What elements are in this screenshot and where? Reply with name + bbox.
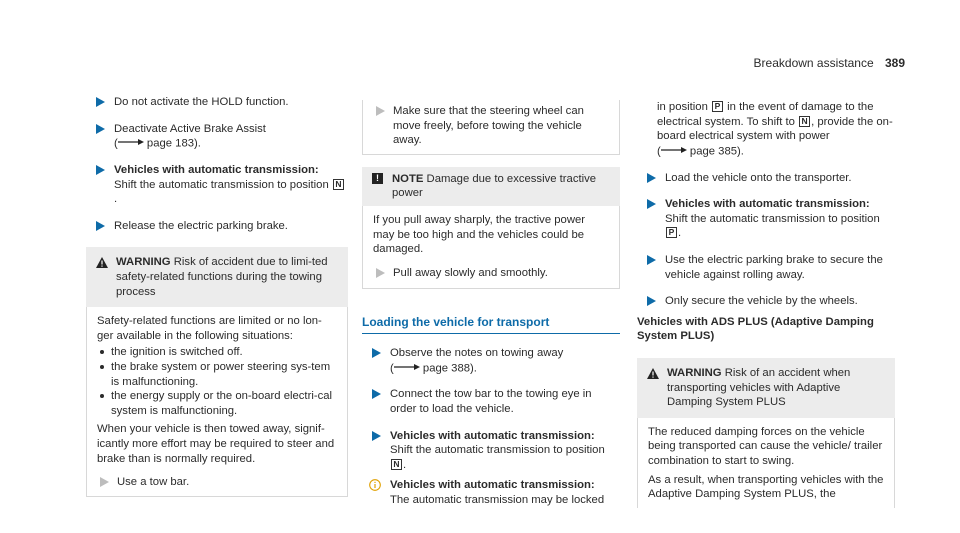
step: Deactivate Active Brake Assist ( page 183). bbox=[86, 122, 348, 151]
step bbox=[373, 266, 609, 281]
page-ref-link[interactable]: page 388). bbox=[422, 361, 477, 374]
page-ref-arrow-icon bbox=[394, 361, 420, 376]
step-arrow-icon bbox=[95, 221, 105, 231]
warning-body bbox=[86, 307, 348, 497]
warning-block bbox=[637, 358, 895, 508]
warning-outro: When your vehicle is then towed away, signif-icantly more effort may be required to steer and brake than is normally required. bbox=[97, 423, 335, 465]
step-text: Shift the automatic transmission to position bbox=[665, 212, 880, 225]
step-text: Deactivate Active Brake Assist bbox=[114, 122, 266, 135]
list-item: the energy supply or the on-board electri-cal system is malfunctioning. bbox=[97, 389, 337, 418]
step-arrow-icon bbox=[375, 268, 385, 278]
warning-continuation bbox=[362, 100, 620, 155]
warning-triangle-icon bbox=[96, 257, 108, 273]
note-header bbox=[362, 167, 620, 206]
step-text: Shift the automatic transmission to position bbox=[390, 444, 605, 457]
note-label: NOTE bbox=[392, 172, 424, 185]
page-ref-arrow-icon bbox=[661, 144, 687, 159]
step-arrow-icon bbox=[646, 199, 656, 209]
step: Vehicles with automatic transmission: Shift the automatic transmission to position N. bbox=[86, 163, 348, 207]
warning-title: Risk of an accident when transporting vehicles with Adaptive Damping System PLUS bbox=[667, 367, 851, 409]
step-text: Observe the notes on towing away bbox=[390, 346, 564, 359]
step-heading: Vehicles with automatic transmission: bbox=[114, 164, 319, 177]
gear-position-key: P bbox=[666, 227, 677, 238]
step bbox=[97, 475, 337, 490]
step-text: Use the electric parking brake to secure the vehicle against rolling away. bbox=[665, 254, 883, 281]
step-arrow-icon bbox=[99, 477, 109, 487]
note-body bbox=[362, 206, 620, 289]
subsection-heading: Vehicles with ADS PLUS (Adaptive Damping System PLUS) bbox=[637, 315, 874, 343]
step-arrow-icon bbox=[646, 296, 656, 306]
page-ref-arrow-icon bbox=[118, 136, 144, 151]
step-text: Load the vehicle onto the transporter. bbox=[665, 171, 852, 184]
step-text: Only secure the vehicle by the wheels. bbox=[665, 295, 858, 308]
warning-paragraph: The reduced damping forces on the vehicle being transported can cause the vehicle/ trailer combination to start to swing. bbox=[648, 425, 883, 467]
warning-header bbox=[86, 247, 348, 307]
step-heading: Vehicles with automatic transmission: bbox=[390, 429, 595, 442]
list-item: the brake system or power steering sys-tem is malfunctioning. bbox=[97, 360, 337, 389]
note-block bbox=[362, 167, 620, 290]
step-arrow-icon bbox=[375, 106, 385, 116]
page-ref-link[interactable]: page 385). bbox=[689, 145, 744, 158]
column-2 bbox=[362, 100, 620, 520]
step-text: Pull away slowly and smoothly. bbox=[393, 266, 548, 279]
warning-triangle-icon bbox=[647, 368, 659, 384]
warning-block bbox=[86, 247, 348, 496]
step-arrow-icon bbox=[95, 124, 105, 134]
page-ref-link[interactable]: page 183). bbox=[146, 137, 201, 150]
info-continuation: in position P in the event of damage to the electrical system. To shift to N , provide the on-board electrical system with power ( page 385). bbox=[657, 101, 893, 158]
step bbox=[86, 219, 348, 234]
step-text: Connect the tow bar to the towing eye in order to load the vehicle. bbox=[390, 388, 592, 415]
step bbox=[637, 253, 895, 282]
column-1 bbox=[86, 95, 348, 497]
warning-title: Risk of accident due to limi-ted safety-related functions during the towing process bbox=[116, 256, 328, 298]
warning-list bbox=[97, 345, 337, 418]
list-item: the ignition is switched off. bbox=[97, 345, 337, 360]
note-exclamation-icon: ! bbox=[372, 173, 383, 184]
warning-label: WARNING bbox=[667, 367, 722, 379]
page-header bbox=[754, 56, 905, 71]
info-block bbox=[362, 478, 620, 507]
gear-position-key: P bbox=[712, 101, 723, 112]
step-arrow-icon bbox=[95, 165, 105, 175]
gear-position-key: N bbox=[799, 116, 810, 127]
step-arrow-icon bbox=[95, 97, 105, 107]
page-number: 389 bbox=[884, 56, 905, 70]
step-text: Shift the automatic transmission to position bbox=[114, 178, 329, 191]
step-arrow-icon bbox=[371, 389, 381, 399]
note-title: Damage due to excessive tractive power bbox=[392, 172, 597, 200]
step-text: Use a tow bar. bbox=[117, 476, 190, 489]
step-arrow-icon bbox=[371, 431, 381, 441]
info-text: The automatic transmission may be locked bbox=[390, 493, 605, 506]
step: Vehicles with automatic transmission: Shift the automatic transmission to position N . bbox=[362, 429, 620, 473]
note-text: If you pull away sharply, the tractive power may be too high and the vehicles could be damaged. bbox=[373, 213, 586, 256]
info-heading: Vehicles with automatic transmission: bbox=[390, 479, 595, 492]
section-title: Loading the vehicle for transport bbox=[362, 315, 620, 334]
step: Vehicles with automatic transmission: Shift the automatic transmission to position P . bbox=[637, 197, 895, 241]
header-title: Breakdown assistance bbox=[753, 56, 874, 70]
step bbox=[637, 171, 895, 186]
warning-body bbox=[637, 418, 895, 508]
step-arrow-icon bbox=[646, 255, 656, 265]
gear-position-key: N bbox=[391, 459, 402, 470]
step-arrow-icon bbox=[646, 173, 656, 183]
warning-label: WARNING bbox=[116, 256, 171, 269]
step-text: Do not activate the HOLD function. bbox=[114, 96, 289, 108]
gear-position-key: N bbox=[333, 179, 344, 190]
step bbox=[637, 294, 895, 309]
warning-intro: Safety-related functions are limited or no lon-ger available in the following situations: bbox=[97, 315, 322, 342]
step-heading: Vehicles with automatic transmission: bbox=[665, 198, 870, 211]
step-text: Release the electric parking brake. bbox=[114, 219, 288, 232]
warning-paragraph: As a result, when transporting vehicles with the Adaptive Damping System PLUS, the bbox=[648, 473, 884, 501]
info-icon bbox=[369, 479, 381, 496]
warning-header bbox=[637, 358, 895, 418]
step: Observe the notes on towing away ( page 388). bbox=[362, 346, 620, 375]
step bbox=[362, 387, 620, 416]
step bbox=[86, 95, 348, 110]
step-arrow-icon bbox=[371, 348, 381, 358]
step-text: Make sure that the steering wheel can move freely, before towing the vehicle away. bbox=[393, 105, 584, 147]
column-3 bbox=[637, 100, 895, 508]
